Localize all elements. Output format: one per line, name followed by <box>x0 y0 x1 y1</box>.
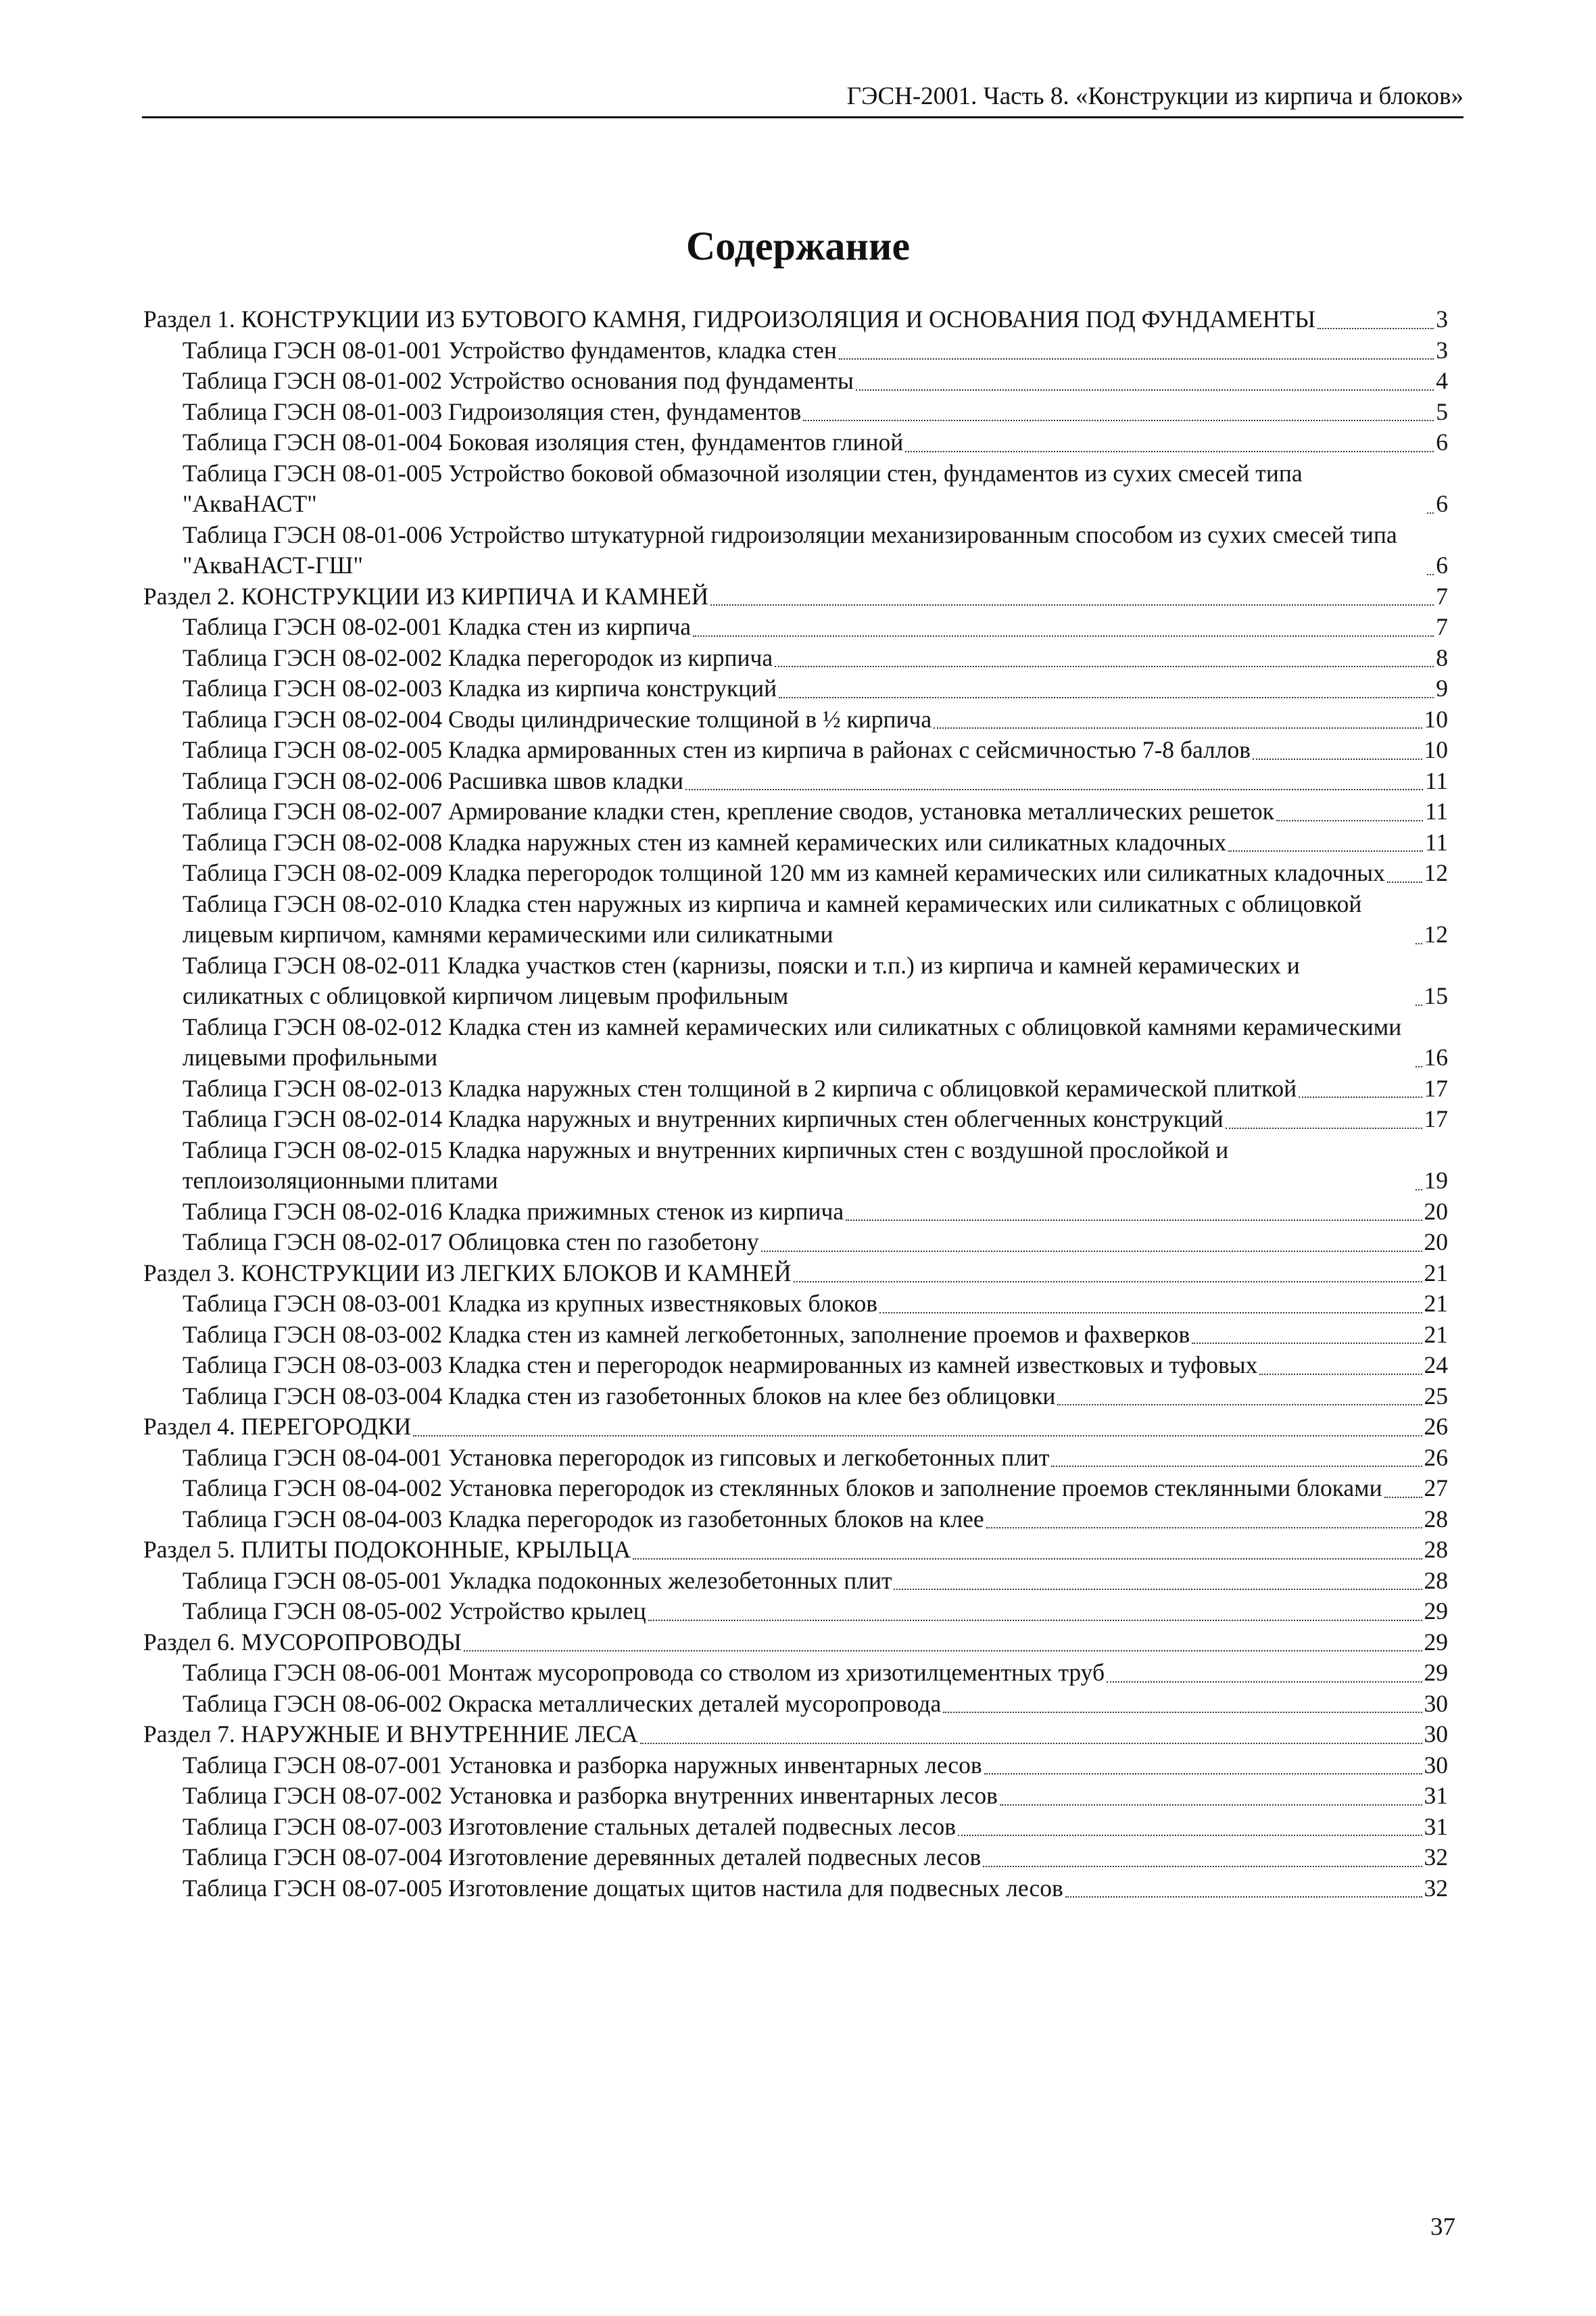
toc-table-entry[interactable] <box>143 1381 1448 1412</box>
toc-entry-title: Таблица ГЭСН 08-06-001 Монтаж мусоропровода со стволом из хризотилцементных труб <box>183 1659 1105 1686</box>
dot-leader <box>1416 1065 1422 1067</box>
toc-entry-title: Таблица ГЭСН 08-05-001 Укладка подоконных железобетонных плит <box>183 1566 892 1594</box>
dot-leader <box>856 389 1434 391</box>
toc-table-entry[interactable] <box>143 950 1448 1012</box>
toc-table-entry[interactable] <box>143 520 1448 581</box>
toc-table-entry[interactable] <box>143 1012 1448 1073</box>
toc-entry-page: 19 <box>1424 1167 1448 1194</box>
toc-table-entry[interactable] <box>143 1073 1448 1105</box>
toc-entry-page: 6 <box>1436 552 1448 579</box>
dot-leader <box>1416 1188 1422 1190</box>
dot-leader <box>984 1772 1422 1775</box>
toc-entry-page: 8 <box>1436 644 1448 671</box>
dot-leader <box>958 1834 1422 1836</box>
toc-entry-page: 21 <box>1424 1320 1448 1348</box>
toc-entry-title: Раздел 7. НАРУЖНЫЕ И ВНУТРЕННИЕ ЛЕСА <box>143 1720 638 1747</box>
toc-entry-page: 20 <box>1424 1228 1448 1255</box>
toc-entry-page: 7 <box>1436 613 1448 640</box>
toc-entry-title: Таблица ГЭСН 08-02-009 Кладка перегородок толщиной 120 мм из камней керамических или силикатных кладочных <box>183 859 1385 886</box>
toc-table-entry[interactable] <box>143 1104 1448 1135</box>
dot-leader <box>1000 1804 1422 1806</box>
toc-entry-title: Таблица ГЭСН 08-06-002 Окраска металлических деталей мусоропровода <box>183 1689 942 1717</box>
toc-table-entry[interactable] <box>143 704 1448 735</box>
table-of-contents <box>143 304 1448 1904</box>
toc-section-entry[interactable] <box>143 1719 1448 1750</box>
toc-entry-title: Таблица ГЭСН 08-03-001 Кладка из крупных известняковых блоков <box>183 1290 878 1317</box>
toc-entry-title: Таблица ГЭСН 08-02-002 Кладка перегородок из кирпича <box>183 644 773 671</box>
toc-entry-page: 9 <box>1436 675 1448 702</box>
dot-leader <box>1057 1403 1422 1405</box>
toc-entry-title: Раздел 2. КОНСТРУКЦИИ ИЗ КИРПИЧА И КАМНЕЙ <box>143 582 709 610</box>
toc-entry-title: Таблица ГЭСН 08-02-012 Кладка стен из камней керамических или силикатных с облицовкой камнями керамическими лицевыми профильными <box>183 1013 1402 1071</box>
toc-entry-page: 30 <box>1424 1720 1448 1747</box>
toc-entry-title: Таблица ГЭСН 08-02-004 Своды цилиндрические толщиной в ½ кирпича <box>183 705 932 733</box>
dot-leader <box>803 419 1434 421</box>
toc-entry-page: 29 <box>1424 1659 1448 1686</box>
dot-leader <box>685 788 1423 790</box>
toc-table-entry[interactable] <box>143 673 1448 704</box>
toc-table-entry[interactable] <box>143 1227 1448 1258</box>
toc-entry-page: 3 <box>1436 306 1448 333</box>
toc-entry-page: 21 <box>1424 1290 1448 1317</box>
toc-entry-page: 31 <box>1424 1812 1448 1840</box>
toc-section-entry[interactable] <box>143 1412 1448 1443</box>
toc-table-entry[interactable] <box>143 366 1448 397</box>
toc-entry-title: Таблица ГЭСН 08-02-007 Армирование кладки стен, крепление сводов, установка металлических решеток <box>183 798 1274 825</box>
toc-entry-page: 25 <box>1424 1382 1448 1409</box>
toc-entry-title: Таблица ГЭСН 08-02-011 Кладка участков стен (карнизы, пояски и т.п.) из кирпича и камней керамических и силикатных с облицовкой кирпичом лицевым профильным <box>183 951 1300 1009</box>
toc-entry-title: Таблица ГЭСН 08-01-003 Гидроизоляция стен, фундаментов <box>183 397 802 425</box>
toc-section-entry[interactable] <box>143 581 1448 612</box>
toc-entry-page: 32 <box>1424 1874 1448 1902</box>
toc-entry-title: Таблица ГЭСН 08-07-001 Установка и разборка наружных инвентарных лесов <box>183 1751 982 1779</box>
toc-entry-title: Раздел 1. КОНСТРУКЦИИ ИЗ БУТОВОГО КАМНЯ, ГИДРОИЗОЛЯЦИЯ И ОСНОВАНИЯ ПОД ФУНДАМЕНТЫ <box>143 306 1316 333</box>
dot-leader <box>1276 819 1423 821</box>
dot-leader <box>794 1280 1422 1282</box>
dot-leader <box>1192 1342 1422 1344</box>
toc-entry-page: 26 <box>1424 1443 1448 1471</box>
toc-entry-title: Таблица ГЭСН 08-07-005 Изготовление дощатых щитов настила для подвесных лесов <box>183 1874 1063 1902</box>
toc-entry-title: Таблица ГЭСН 08-02-017 Облицовка стен по газобетону <box>183 1228 759 1255</box>
toc-table-entry[interactable] <box>143 827 1448 859</box>
toc-entry-title: Таблица ГЭСН 08-04-003 Кладка перегородок из газобетонных блоков на клее <box>183 1505 984 1533</box>
toc-table-entry[interactable] <box>143 335 1448 366</box>
toc-table-entry[interactable] <box>143 1658 1448 1689</box>
dot-leader <box>894 1588 1422 1590</box>
toc-entry-title: Раздел 4. ПЕРЕГОРОДКИ <box>143 1413 412 1440</box>
dot-leader <box>879 1311 1422 1313</box>
dot-leader <box>413 1434 1422 1437</box>
toc-entry-page: 5 <box>1436 397 1448 425</box>
dot-leader <box>775 665 1434 667</box>
toc-table-entry[interactable] <box>143 889 1448 950</box>
toc-table-entry[interactable] <box>143 1873 1448 1904</box>
toc-table-entry[interactable] <box>143 796 1448 827</box>
toc-section-entry[interactable] <box>143 304 1448 335</box>
toc-entry-page: 11 <box>1424 798 1448 825</box>
toc-entry-page: 10 <box>1424 705 1448 733</box>
toc-entry-page: 10 <box>1424 736 1448 763</box>
dot-leader <box>640 1742 1422 1744</box>
dot-leader <box>693 635 1434 637</box>
toc-entry-title: Таблица ГЭСН 08-07-004 Изготовление деревянных деталей подвесных лесов <box>183 1843 982 1871</box>
toc-entry-page: 12 <box>1424 859 1448 886</box>
toc-table-entry[interactable] <box>143 735 1448 766</box>
toc-entry-page: 12 <box>1424 921 1448 948</box>
toc-table-entry[interactable] <box>143 427 1448 458</box>
toc-entry-title: Таблица ГЭСН 08-04-002 Установка перегородок из стеклянных блоков и заполнение проемов стеклянными блоками <box>183 1474 1382 1501</box>
toc-table-entry[interactable] <box>143 1197 1448 1228</box>
dot-leader <box>710 604 1434 606</box>
toc-table-entry[interactable] <box>143 1566 1448 1597</box>
toc-table-entry[interactable] <box>143 1504 1448 1535</box>
toc-table-entry[interactable] <box>143 1596 1448 1627</box>
dot-leader <box>1065 1896 1422 1898</box>
toc-entry-page: 20 <box>1424 1197 1448 1225</box>
toc-entry-page: 16 <box>1424 1044 1448 1071</box>
dot-leader <box>761 1250 1422 1252</box>
running-header <box>142 78 1464 118</box>
toc-entry-title: Таблица ГЭСН 08-02-013 Кладка наружных стен толщиной в 2 кирпича с облицовкой керамической плиткой <box>183 1074 1297 1102</box>
dot-leader <box>986 1526 1422 1528</box>
toc-entry-page: 32 <box>1424 1843 1448 1871</box>
toc-table-entry[interactable] <box>143 1842 1448 1873</box>
toc-entry-page: 24 <box>1424 1351 1448 1378</box>
toc-entry-title: Раздел 5. ПЛИТЫ ПОДОКОННЫЕ, КРЫЛЬЦА <box>143 1536 631 1563</box>
toc-section-entry[interactable] <box>143 1627 1448 1658</box>
toc-entry-page: 17 <box>1424 1074 1448 1102</box>
dot-leader <box>1259 1373 1422 1375</box>
toc-entry-title: Таблица ГЭСН 08-02-014 Кладка наружных и внутренних кирпичных стен облегченных конструкций <box>183 1105 1224 1132</box>
toc-entry-page: 7 <box>1436 582 1448 610</box>
toc-entry-title: Таблица ГЭСН 08-02-005 Кладка армированных стен из кирпича в районах с сейсмичностью 7-8 баллов <box>183 736 1251 763</box>
dot-leader <box>1317 327 1434 329</box>
toc-entry-page: 28 <box>1424 1536 1448 1563</box>
toc-entry-title: Таблица ГЭСН 08-05-002 Устройство крылец <box>183 1597 646 1624</box>
toc-entry-title: Таблица ГЭСН 08-02-016 Кладка прижимных стенок из кирпича <box>183 1197 844 1225</box>
toc-entry-title: Таблица ГЭСН 08-01-006 Устройство штукатурной гидроизоляции механизированным способом из сухих смесей типа "АкваНАСТ-ГШ" <box>183 521 1397 579</box>
toc-entry-page: 11 <box>1424 767 1448 794</box>
toc-entry-title: Таблица ГЭСН 08-01-005 Устройство боковой обмазочной изоляции стен, фундаментов из сухих смесей типа "АкваНАСТ" <box>183 459 1303 517</box>
toc-table-entry[interactable] <box>143 397 1448 428</box>
toc-table-entry[interactable] <box>143 766 1448 797</box>
dot-leader <box>1228 850 1423 852</box>
toc-entry-title: Таблица ГЭСН 08-03-004 Кладка стен из газобетонных блоков на клее без облицовки <box>183 1382 1056 1409</box>
dot-leader <box>943 1711 1422 1713</box>
dot-leader <box>1384 1496 1422 1498</box>
toc-section-entry[interactable] <box>143 1258 1448 1289</box>
toc-entry-page: 15 <box>1424 982 1448 1009</box>
toc-table-entry[interactable] <box>143 1288 1448 1320</box>
toc-entry-title: Таблица ГЭСН 08-07-003 Изготовление стальных деталей подвесных лесов <box>183 1812 956 1840</box>
toc-table-entry[interactable] <box>143 1443 1448 1474</box>
dot-leader <box>1253 758 1422 760</box>
toc-entry-title: Таблица ГЭСН 08-07-002 Установка и разборка внутренних инвентарных лесов <box>183 1782 998 1809</box>
toc-entry-page: 28 <box>1424 1566 1448 1594</box>
dot-leader <box>779 696 1434 698</box>
page-number: 37 <box>1430 2213 1455 2241</box>
toc-entry-page: 31 <box>1424 1782 1448 1809</box>
dot-leader <box>1427 573 1434 575</box>
toc-table-entry[interactable] <box>143 1781 1448 1812</box>
toc-entry-page: 30 <box>1424 1689 1448 1717</box>
running-header-text: ГЭСН-2001. Часть 8. «Конструкции из кирпича и блоков» <box>846 82 1464 110</box>
toc-table-entry[interactable] <box>143 1135 1448 1197</box>
toc-table-entry[interactable] <box>143 612 1448 643</box>
dot-leader <box>1299 1096 1422 1098</box>
toc-table-entry[interactable] <box>143 458 1448 520</box>
dot-leader <box>633 1558 1422 1560</box>
toc-entry-page: 3 <box>1436 336 1448 364</box>
toc-entry-page: 6 <box>1436 490 1448 517</box>
dot-leader <box>839 358 1434 360</box>
dot-leader <box>1416 942 1422 944</box>
toc-entry-title: Таблица ГЭСН 08-02-015 Кладка наружных и внутренних кирпичных стен с воздушной прослойкой и теплоизоляционными плитами <box>183 1136 1229 1194</box>
toc-entry-page: 27 <box>1424 1474 1448 1501</box>
toc-entry-page: 17 <box>1424 1105 1448 1132</box>
toc-entry-page: 29 <box>1424 1628 1448 1656</box>
toc-entry-title: Таблица ГЭСН 08-01-001 Устройство фундаментов, кладка стен <box>183 336 837 364</box>
toc-entry-page: 11 <box>1424 828 1448 856</box>
toc-entry-title: Таблица ГЭСН 08-03-003 Кладка стен и перегородок неармированных из камней известковых и туфовых <box>183 1351 1258 1378</box>
dot-leader <box>934 727 1422 729</box>
page-title: Содержание <box>685 224 911 268</box>
toc-entry-page: 28 <box>1424 1505 1448 1533</box>
toc-entry-page: 6 <box>1436 429 1448 456</box>
toc-entry-title: Таблица ГЭСН 08-03-002 Кладка стен из камней легкобетонных, заполнение проемов и фахверков <box>183 1320 1190 1348</box>
toc-entry-title: Таблица ГЭСН 08-02-008 Кладка наружных стен из камней керамических или силикатных кладочных <box>183 828 1227 856</box>
toc-table-entry[interactable] <box>143 1750 1448 1781</box>
toc-entry-title: Раздел 3. КОНСТРУКЦИИ ИЗ ЛЕГКИХ БЛОКОВ И КАМНЕЙ <box>143 1259 792 1286</box>
toc-entry-title: Раздел 6. МУСОРОПРОВОДЫ <box>143 1628 462 1656</box>
toc-entry-page: 26 <box>1424 1413 1448 1440</box>
toc-entry-title: Таблица ГЭСН 08-01-002 Устройство основания под фундаменты <box>183 367 854 394</box>
toc-entry-page: 21 <box>1424 1259 1448 1286</box>
toc-entry-page: 30 <box>1424 1751 1448 1779</box>
dot-leader <box>1107 1681 1422 1683</box>
toc-table-entry[interactable] <box>143 1689 1448 1720</box>
toc-table-entry[interactable] <box>143 858 1448 889</box>
toc-entry-title: Таблица ГЭСН 08-04-001 Установка перегородок из гипсовых и легкобетонных плит <box>183 1443 1050 1471</box>
toc-table-entry[interactable] <box>143 1473 1448 1504</box>
toc-table-entry[interactable] <box>143 1350 1448 1381</box>
toc-section-entry[interactable] <box>143 1535 1448 1566</box>
toc-entry-title: Таблица ГЭСН 08-02-001 Кладка стен из кирпича <box>183 613 691 640</box>
dot-leader <box>1387 881 1422 883</box>
toc-table-entry[interactable] <box>143 643 1448 674</box>
toc-table-entry[interactable] <box>143 1812 1448 1843</box>
toc-table-entry[interactable] <box>143 1320 1448 1351</box>
toc-entry-title: Таблица ГЭСН 08-02-003 Кладка из кирпича конструкций <box>183 675 777 702</box>
dot-leader <box>464 1649 1422 1651</box>
dot-leader <box>905 450 1434 452</box>
toc-entry-page: 4 <box>1436 367 1448 394</box>
toc-entry-title: Таблица ГЭСН 08-02-010 Кладка стен наружных из кирпича и камней керамических или силикатных с облицовкой лицевым кирпичом, камнями керамическими или силикатными <box>183 890 1362 948</box>
dot-leader <box>1051 1465 1422 1467</box>
dot-leader <box>1226 1127 1422 1129</box>
toc-entry-title: Таблица ГЭСН 08-02-006 Расшивка швов кладки <box>183 767 683 794</box>
dot-leader <box>983 1865 1422 1867</box>
dot-leader <box>846 1219 1422 1221</box>
dot-leader <box>648 1619 1422 1621</box>
dot-leader <box>1416 1004 1422 1006</box>
dot-leader <box>1427 512 1434 514</box>
toc-entry-title: Таблица ГЭСН 08-01-004 Боковая изоляция стен, фундаментов глиной <box>183 429 904 456</box>
toc-entry-page: 29 <box>1424 1597 1448 1624</box>
